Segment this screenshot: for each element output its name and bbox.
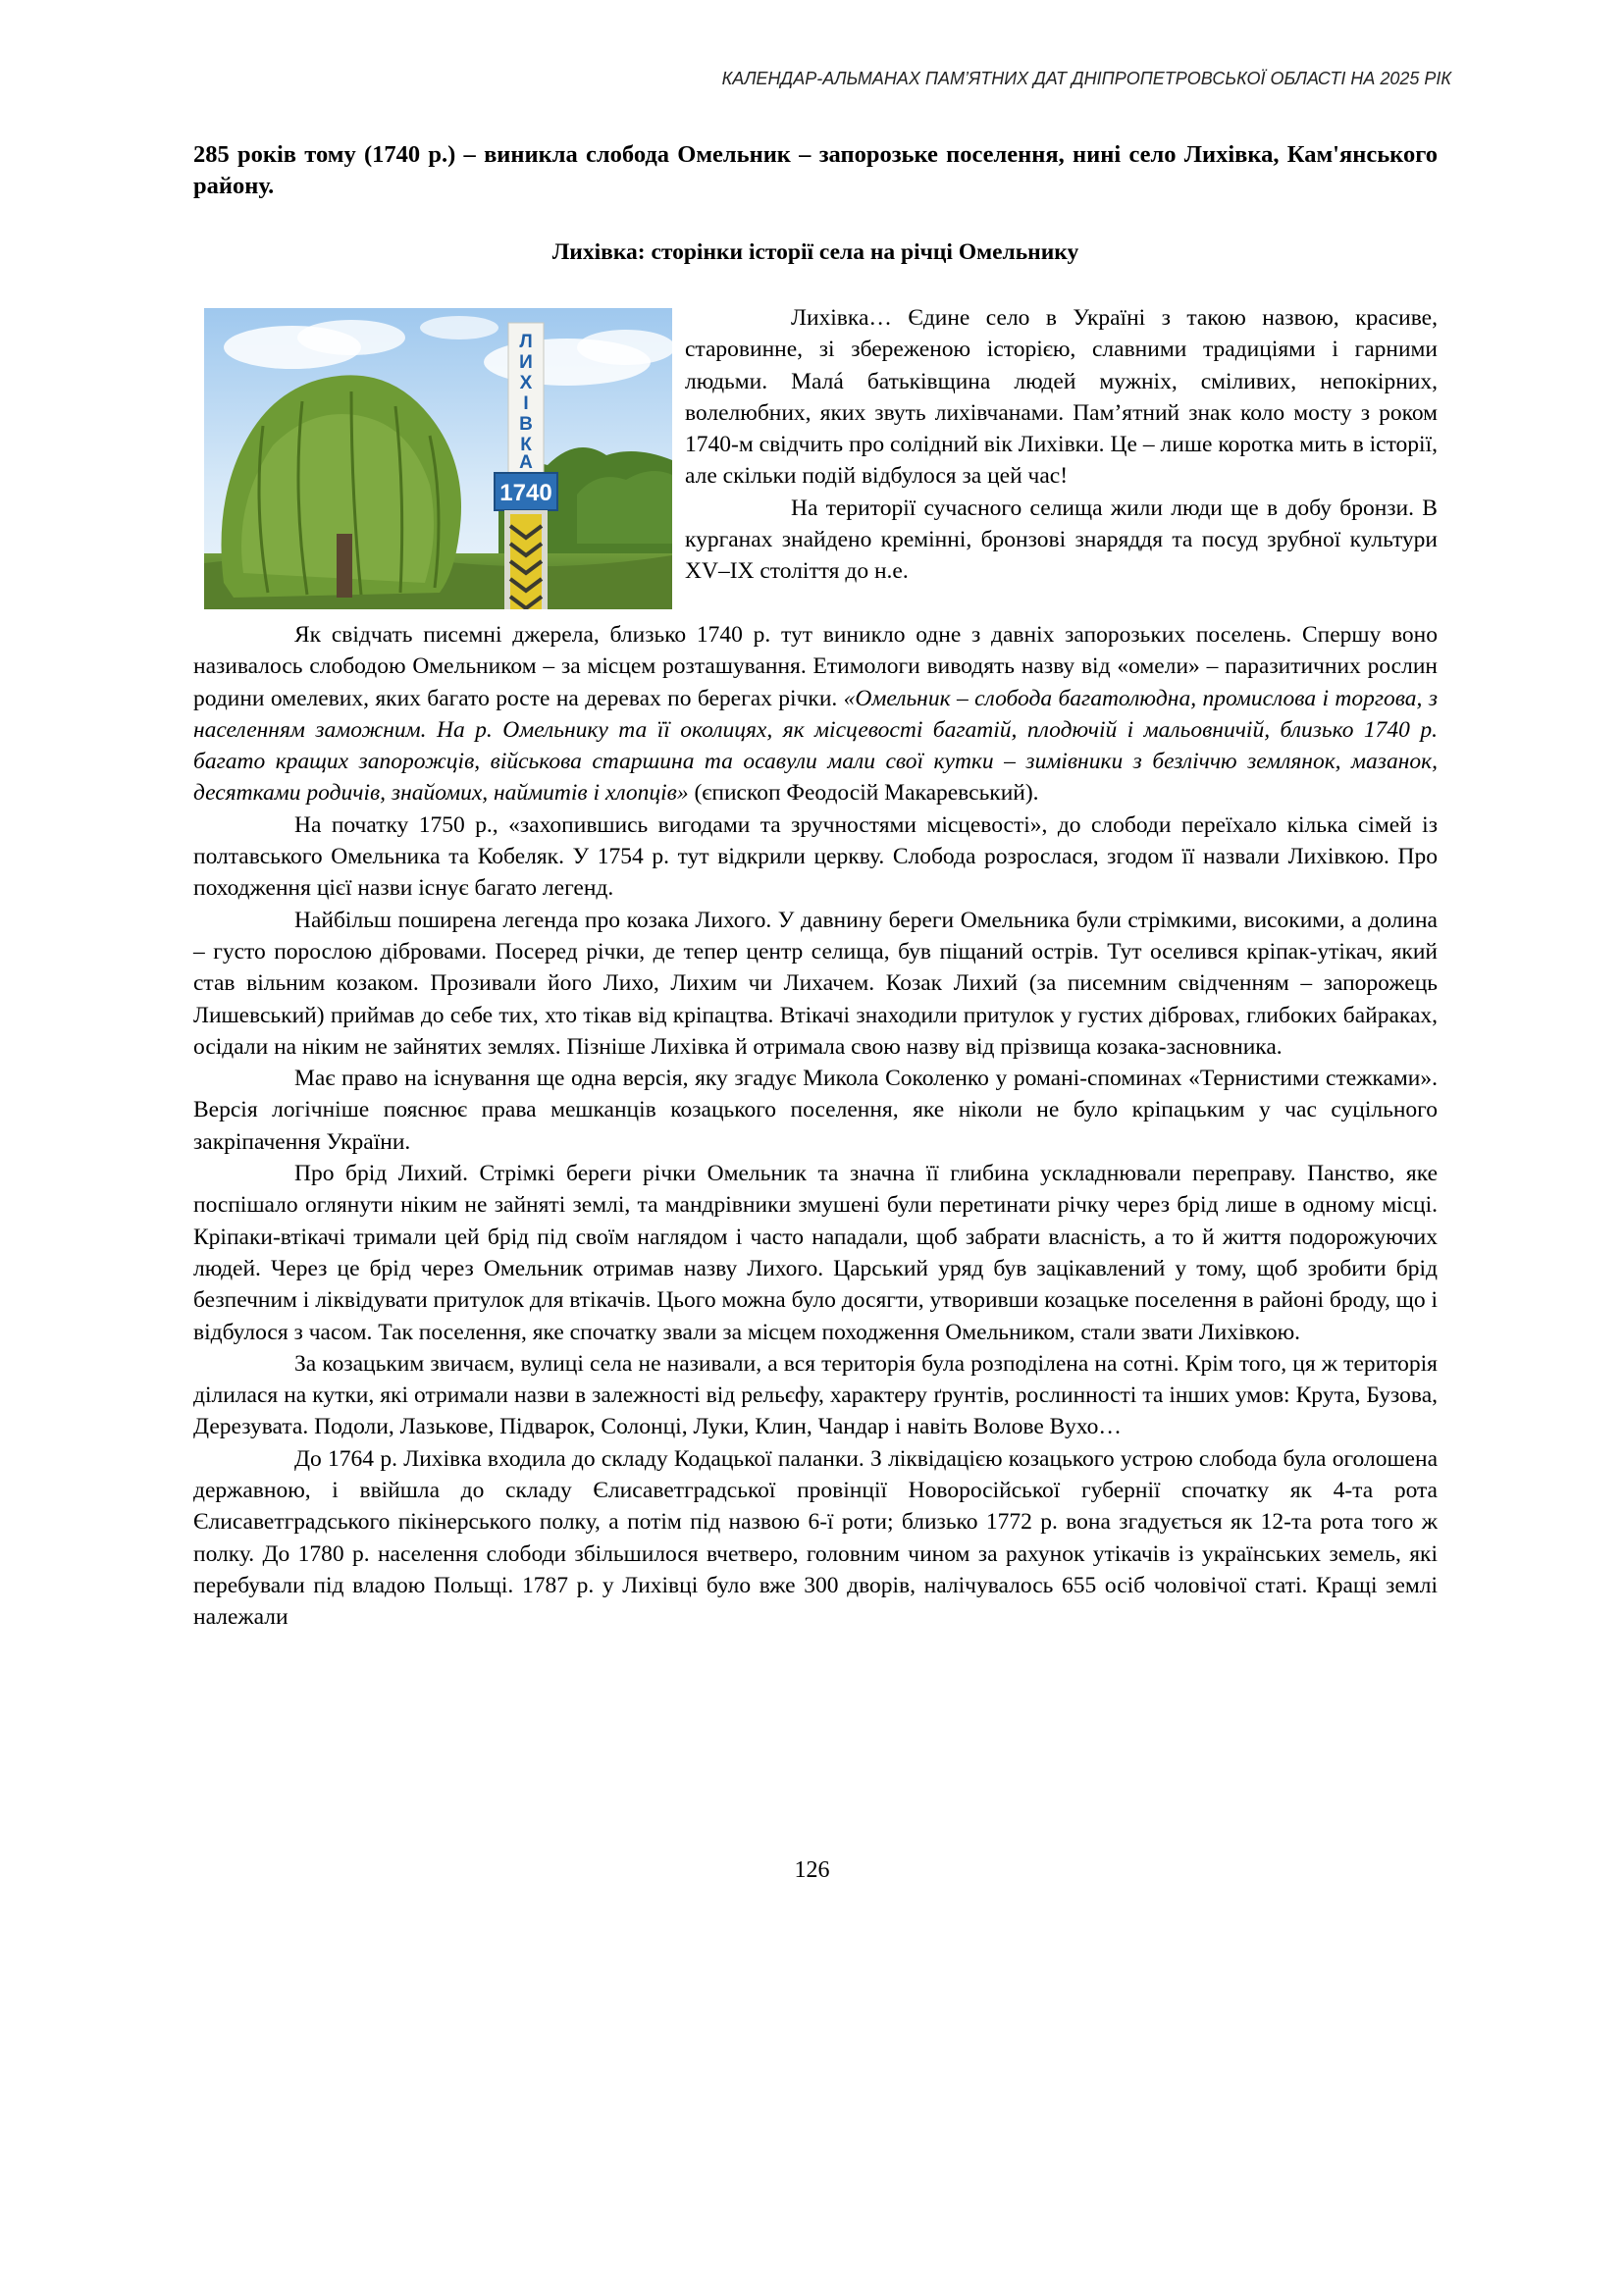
sign-letter: Л [519, 332, 533, 352]
sign-letter: Х [519, 373, 533, 393]
paragraph-text: Як свідчать писемні джерела, близько 1740 р. тут виникло одне з давніх запорозьких поселень. Спершу воно називалось слободою Омельником – за місцем розташування. Етимологи виводять назву від «омели» – паразитичних рослин родини омелевих, яких багато росте на деревах по берегах річки. [193, 622, 1438, 711]
quote: «Омельник – слобода багатолюдна, промислова і торгова, з населенням заможним. На р. Омельнику та її околицях, як місцевості багатій, плодючій і мальовничій, близько 1740 р. багато кращих запорожців, військова старшина та осавули мали свої кутки – зимівники з безліччю землянок, мазанок, десятками родичів, знайомих, наймитів і хлопців» [193, 685, 1438, 807]
sign-letter: К [520, 435, 532, 455]
paragraph: Про брід Лихий. Стрімкі береги річки Омельник та значна її глибина ускладнювали переправу. Панство, яке поспішало оглянути ніким не зайняті землі, та мандрівники змушені були перетинати річку через брід лише в одному місці. Кріпаки-втікачі тримали цей брід під своїм наглядом і часто нападали, щоб забрати власність, а то й життя подорожуючих людей. Через це брід через Омельник отримав назву Лихого. Царський уряд був зацікавлений у тому, щоб зробити брід безпечним і ліквідувати притулок для втікачів. Цього можна було досягти, утворивши козацьке поселення в районі броду, що і відбулося з часом. Так поселення, яке спочатку звали за місцем походження Омельником, стали звати Лихівкою. [193, 1161, 1438, 1345]
paragraph: До 1764 р. Лихівка входила до складу Кодацької паланки. З ліквідацією козацького устрою слобода була оголошена державною, і ввійшла до складу Єлисаветградської провінції Новоросійської губернії спочатку як 4-та рота Єлисаветградського пікінерського полку, а потім під назвою 6-ї роти; близько 1772 р. вона згадується як 12-та рота того ж полку. До 1780 р. населення слободи збільшилося вчетверо, головним чином за рахунок утікачів із українських земель, які перебували під владою Польщі. 1787 р. у Лихівці було вже 300 дворів, налічувалось 655 осіб чоловічої статі. Кращі землі належали [193, 1445, 1438, 1631]
article-subtitle: Лихівка: сторінки історії села на річці Омельнику [551, 239, 1079, 265]
quote-source: (єпископ Феодосій Макаревський). [688, 780, 1039, 807]
paragraph: На території сучасного селища жили люди ще в добу бронзи. В курганах знайдено кремінні, бронзові знаряддя та посуд зрубної культури XV–IX століття до н.е. [685, 495, 1438, 585]
page-number: 126 [794, 1857, 830, 1883]
running-header: КАЛЕНДАР-АЛЬМАНАХ ПАМ’ЯТНИХ ДАТ ДНІПРОПЕТРОВСЬКОЇ ОБЛАСТІ НА 2025 РІК [721, 69, 1451, 88]
paragraph: Найбільш поширена легенда про козака Лихого. У давнину береги Омельника були стрімкими, високими, а долина – густо порослою дібровами. Посеред річки, де тепер центр селища, був піщаний острів. Тут оселився кріпак-утікач, який став вільним козаком. Прозивали його Лихо, Лихим чи Лихачем. Козак Лихий (за писемним свідченням – запорожець Лишевський) приймав до себе тих, хто тікав від кріпацтва. Втікачі знаходили притулок у густих дібровах, глибоких байраках, осідали на ніким не зайнятих землях. Пізніше Лихівка й отримала свою назву від прізвища козака-засновника. [193, 907, 1438, 1060]
paragraph: Має право на існування ще одна версія, яку згадує Микола Соколенко у романі-споминах «Тернистими стежками». Версія логічніше пояснює права мешканців козацького поселення, яке ніколи не було кріпацьким у час суцільного закріпачення України. [193, 1066, 1438, 1155]
sign-letter: І [523, 393, 529, 414]
sign-year: 1740 [499, 480, 552, 506]
sign-letter: А [519, 452, 533, 473]
paragraph: На початку 1750 р., «захопившись вигодами та зручностями місцевості», до слободи переїхало кілька сімей із полтавського Омельника та Кобеляк. У 1754 р. тут відкрили церкву. Слобода розрослася, згодом її назвали Лихівкою. Про походження цієї назви існує багато легенд. [193, 811, 1438, 902]
article-headline: 285 років тому (1740 р.) – виникла слобода Омельник – запорозьке поселення, нині село Лихівка, Кам'янського району. [193, 141, 1438, 199]
intro-text [685, 302, 1438, 588]
paragraph: За козацьким звичаєм, вулиці села не називали, а вся територія була розподілена на сотні. Крім того, ця ж територія ділилася на кутки, які отримали назви в залежності від рельєфу, характеру ґрунтів, рослинності та інших умов: Крута, Бузова, Дерезувата. Подоли, Лазькове, Підварок, Солонці, Луки, Клин, Чандар і навіть Волове Вухо… [193, 1350, 1438, 1440]
village-sign-photo [204, 308, 672, 609]
sign-letter: В [519, 414, 533, 435]
paragraph: Лихівка… Єдине село в Україні з такою назвою, красиве, старовинне, зі збереженою історією, славними традиціями і гарними людьми. Малá батьківщина людей мужніх, сміливих, непокірних, волелюбних, яких звуть лихівчанами. Пам’ятний знак коло мосту з роком 1740-м свідчить про солідний вік Лихівки. Це – лише коротка мить в історії, але скільки подій відбулося за цей час! [685, 305, 1438, 490]
paragraph [193, 619, 1438, 809]
sign-letter: И [519, 352, 533, 373]
article-body [193, 619, 1438, 1634]
